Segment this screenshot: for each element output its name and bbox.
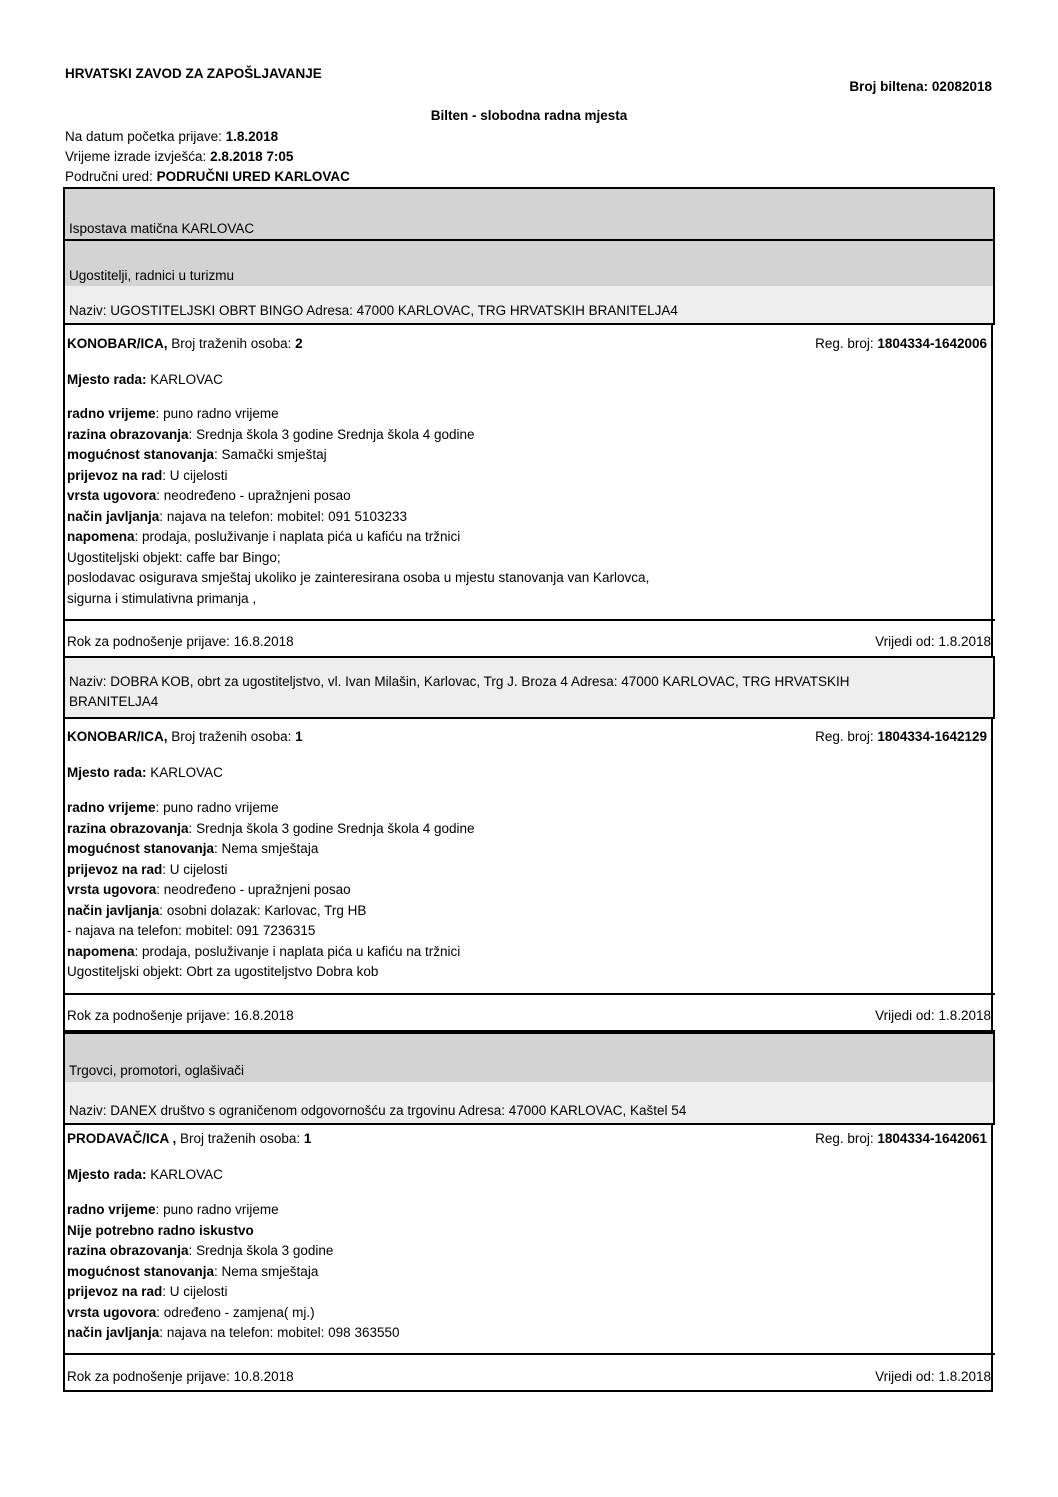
transport-label: prijevoz na rad bbox=[67, 467, 163, 483]
deadline-label: Rok za podnošenje prijave: bbox=[67, 634, 230, 649]
employer-band bbox=[63, 286, 995, 323]
employer-name: Naziv: DANEX društvo s ograničenom odgovornošću za trgovinu Adresa: 47000 KARLOVAC, Kaštel 54 bbox=[69, 1103, 687, 1118]
reg-number bbox=[815, 727, 987, 748]
reg-number bbox=[815, 334, 987, 355]
housing-value: Nema smještaja bbox=[221, 841, 319, 856]
office-value: PODRUČNI URED KARLOVAC bbox=[156, 169, 350, 184]
job-listing bbox=[67, 334, 991, 609]
contact-label: način javljanja bbox=[67, 508, 160, 524]
persons-value: 2 bbox=[295, 336, 303, 351]
housing-row: mogućnost stanovanja: Nema smještaja bbox=[67, 841, 319, 856]
deadline-row bbox=[67, 1006, 991, 1026]
contact-value: najava na telefon: mobitel: 098 363550 bbox=[166, 1325, 400, 1340]
employer-name: Naziv: UGOSTITELJSKI OBRT BINGO Adresa: 47000 KARLOVAC, TRG HRVATSKIH BRANITELJA4 bbox=[69, 303, 678, 318]
valid-from-label: Vrijedi od: bbox=[875, 1369, 935, 1384]
extra-line: Ugostiteljski objekt: Obrt za ugostiteljstvo Dobra kob bbox=[67, 964, 379, 979]
bulletin-value: 02082018 bbox=[931, 79, 992, 94]
contract-value: neodređeno - upražnjeni posao bbox=[163, 882, 351, 897]
place-value: KARLOVAC bbox=[150, 764, 223, 780]
job-title-row bbox=[67, 334, 991, 355]
transport-row: prijevoz na rad: U cijelosti bbox=[67, 1284, 228, 1299]
employer-band bbox=[63, 658, 995, 717]
contract-label: vrsta ugovora bbox=[67, 882, 157, 897]
note-label: napomena bbox=[67, 529, 135, 544]
divider bbox=[63, 1353, 995, 1355]
date-value: 1.8.2018 bbox=[225, 129, 279, 144]
education-value: Srednja škola 3 godine Srednja škola 4 godine bbox=[196, 426, 475, 442]
reg-value: 1804334-1642129 bbox=[877, 729, 987, 744]
job-listing bbox=[67, 727, 991, 983]
extra-line: sigurna i stimulativna primanja , bbox=[67, 590, 257, 606]
contact-label: način javljanja bbox=[67, 902, 160, 918]
contact-label: način javljanja bbox=[67, 1325, 160, 1340]
worktime-row: radno vrijeme: puno radno vrijeme bbox=[67, 800, 279, 815]
divider bbox=[63, 1123, 995, 1125]
employer-name: Naziv: DOBRA KOB, obrt za ugostiteljstvo, vl. Ivan Milašin, Karlovac, Trg J. Broza 4 Adresa: 47000 KARLOVAC, TRG HRVATSKIH bbox=[69, 674, 850, 689]
valid-from-label: Vrijedi od: bbox=[875, 1008, 935, 1023]
worktime-label: radno vrijeme bbox=[67, 406, 156, 421]
place-label: Mjesto rada: bbox=[67, 764, 147, 780]
education-row: razina obrazovanja: Srednja škola 3 godine Srednja škola 4 godine bbox=[67, 426, 475, 442]
contract-value: određeno - zamjena( mj.) bbox=[163, 1304, 315, 1320]
transport-value: U cijelosti bbox=[169, 467, 228, 483]
deadline-row bbox=[67, 1367, 991, 1387]
deadline-label: Rok za podnošenje prijave: bbox=[67, 1369, 230, 1384]
valid-from bbox=[875, 632, 991, 652]
education-value: Srednja škola 3 godine Srednja škola 4 godine bbox=[196, 820, 475, 836]
worktime-value: puno radno vrijeme bbox=[163, 800, 279, 815]
job-title: PRODAVAČ/ICA , bbox=[67, 1131, 177, 1146]
persons-label: Broj traženih osoba: bbox=[171, 336, 292, 351]
transport-label: prijevoz na rad bbox=[67, 1284, 163, 1299]
divider bbox=[63, 323, 995, 325]
extra-line: poslodavac osigurava smještaj ukoliko je zainteresirana osoba u mjestu stanovanja van Karlovca, bbox=[67, 570, 650, 585]
divider bbox=[63, 717, 995, 719]
place-label: Mjesto rada: bbox=[67, 1166, 147, 1182]
education-label: razina obrazovanja bbox=[67, 820, 189, 836]
transport-label: prijevoz na rad bbox=[67, 861, 163, 877]
contract-row: vrsta ugovora: neodređeno - upražnjeni posao bbox=[67, 882, 351, 897]
reg-value: 1804334-1642006 bbox=[877, 336, 987, 351]
housing-label: mogućnost stanovanja bbox=[67, 447, 215, 462]
education-label: razina obrazovanja bbox=[67, 426, 189, 442]
created-value: 2.8.2018 7:05 bbox=[210, 149, 294, 164]
place-row bbox=[67, 763, 991, 784]
created-line bbox=[65, 148, 293, 165]
persons-value: 1 bbox=[295, 729, 303, 744]
page-title: Bilten - slobodna radna mjesta bbox=[430, 108, 628, 123]
branch-band bbox=[63, 187, 995, 239]
contract-row: vrsta ugovora: neodređeno - upražnjeni posao bbox=[67, 488, 351, 503]
divider bbox=[63, 993, 995, 995]
deadline-label: Rok za podnošenje prijave: bbox=[67, 1008, 230, 1023]
deadline-value: 16.8.2018 bbox=[233, 1008, 294, 1023]
contact-row-2: - najava na telefon: mobitel: 091 7236315 bbox=[67, 923, 316, 938]
contract-label: vrsta ugovora bbox=[67, 1304, 157, 1320]
contract-row: vrsta ugovora: određeno - zamjena( mj.) bbox=[67, 1304, 315, 1320]
transport-value: U cijelosti bbox=[169, 861, 228, 877]
note-value: prodaja, posluživanje i naplata pića u kafiću na tržnici bbox=[142, 529, 461, 544]
housing-value: Samački smještaj bbox=[221, 447, 327, 462]
created-label: Vrijeme izrade izvješća: bbox=[65, 149, 207, 164]
worktime-label: radno vrijeme bbox=[67, 1202, 156, 1217]
employer-name-cont: BRANITELJA4 bbox=[69, 694, 159, 709]
no-experience-row: Nije potrebno radno iskustvo bbox=[67, 1222, 254, 1238]
place-row bbox=[67, 370, 991, 391]
job-listing bbox=[67, 1129, 991, 1344]
office-line bbox=[65, 168, 350, 185]
worktime-value: puno radno vrijeme bbox=[163, 406, 279, 421]
housing-row: mogućnost stanovanja: Samački smještaj bbox=[67, 447, 327, 462]
transport-row: prijevoz na rad: U cijelosti bbox=[67, 467, 228, 483]
worktime-value: puno radno vrijeme bbox=[163, 1202, 279, 1217]
contact-row: način javljanja: osobni dolazak: Karlovac, Trg HB bbox=[67, 902, 367, 918]
contact-row: način javljanja: najava na telefon: mobitel: 091 5103233 bbox=[67, 508, 407, 524]
reg-number bbox=[815, 1129, 987, 1150]
contact-value: osobni dolazak: Karlovac, Trg HB bbox=[166, 902, 367, 918]
housing-label: mogućnost stanovanja bbox=[67, 1263, 215, 1279]
reg-value: 1804334-1642061 bbox=[877, 1131, 987, 1146]
education-label: razina obrazovanja bbox=[67, 1243, 189, 1258]
contract-value: neodređeno - upražnjeni posao bbox=[163, 488, 351, 503]
valid-from-value: 1.8.2018 bbox=[938, 1369, 991, 1384]
category-name: Trgovci, promotori, oglašivači bbox=[69, 1063, 245, 1078]
deadline-value: 10.8.2018 bbox=[233, 1369, 294, 1384]
extra-line: Ugostiteljski objekt: caffe bar Bingo; bbox=[67, 549, 281, 565]
note-label: napomena bbox=[67, 943, 135, 959]
category-name: Ugostitelji, radnici u turizmu bbox=[69, 268, 235, 283]
job-title: KONOBAR/ICA, bbox=[67, 729, 168, 744]
housing-row: mogućnost stanovanja: Nema smještaja bbox=[67, 1263, 319, 1279]
place-value: KARLOVAC bbox=[150, 1166, 223, 1182]
place-label: Mjesto rada: bbox=[67, 371, 147, 387]
date-line bbox=[65, 128, 278, 145]
worktime-row: radno vrijeme: puno radno vrijeme bbox=[67, 406, 279, 421]
office-label: Područni ured: bbox=[65, 169, 153, 184]
valid-from bbox=[875, 1367, 991, 1387]
institution-name: HRVATSKI ZAVOD ZA ZAPOŠLJAVANJE bbox=[65, 66, 322, 81]
worktime-row: radno vrijeme: puno radno vrijeme bbox=[67, 1202, 279, 1217]
divider bbox=[63, 619, 995, 621]
date-label: Na datum početka prijave: bbox=[65, 129, 222, 144]
note-value: prodaja, posluživanje i naplata pića u kafiću na tržnici bbox=[142, 943, 461, 959]
persons-label: Broj traženih osoba: bbox=[180, 1131, 301, 1146]
job-title: KONOBAR/ICA, bbox=[67, 336, 168, 351]
branch-name: Ispostava matična KARLOVAC bbox=[69, 221, 255, 236]
employer-band bbox=[63, 1082, 995, 1123]
contract-label: vrsta ugovora bbox=[67, 488, 157, 503]
note-row: napomena: prodaja, posluživanje i naplata pića u kafiću na tržnici bbox=[67, 529, 461, 544]
valid-from-value: 1.8.2018 bbox=[938, 634, 991, 649]
worktime-label: radno vrijeme bbox=[67, 800, 156, 815]
bulletin-number bbox=[849, 79, 992, 94]
deadline-row bbox=[67, 632, 991, 652]
valid-from bbox=[875, 1006, 991, 1026]
contact-value: najava na telefon: mobitel: 091 5103233 bbox=[166, 508, 407, 524]
reg-label: Reg. broj: bbox=[815, 1131, 874, 1146]
category-band bbox=[63, 1034, 995, 1082]
education-row: razina obrazovanja: Srednja škola 3 godine Srednja škola 4 godine bbox=[67, 820, 475, 836]
education-value: Srednja škola 3 godine bbox=[196, 1243, 334, 1258]
education-row: razina obrazovanja: Srednja škola 3 godine bbox=[67, 1243, 334, 1258]
persons-value: 1 bbox=[303, 1131, 312, 1146]
valid-from-value: 1.8.2018 bbox=[938, 1008, 991, 1023]
reg-label: Reg. broj: bbox=[815, 336, 874, 351]
place-row bbox=[67, 1165, 991, 1186]
housing-value: Nema smještaja bbox=[221, 1263, 319, 1279]
persons-label: Broj traženih osoba: bbox=[171, 729, 292, 744]
deadline-value: 16.8.2018 bbox=[233, 634, 294, 649]
bulletin-label: Broj biltena: bbox=[849, 79, 929, 94]
place-value: KARLOVAC bbox=[150, 371, 223, 387]
transport-value: U cijelosti bbox=[169, 1284, 228, 1299]
note-row: napomena: prodaja, posluživanje i naplata pića u kafiću na tržnici bbox=[67, 943, 461, 959]
transport-row: prijevoz na rad: U cijelosti bbox=[67, 861, 228, 877]
housing-label: mogućnost stanovanja bbox=[67, 841, 215, 856]
job-title-row bbox=[67, 727, 991, 748]
valid-from-label: Vrijedi od: bbox=[875, 634, 935, 649]
job-title-row bbox=[67, 1129, 991, 1150]
category-band bbox=[63, 241, 995, 286]
reg-label: Reg. broj: bbox=[815, 729, 874, 744]
contact-row: način javljanja: najava na telefon: mobitel: 098 363550 bbox=[67, 1325, 400, 1340]
